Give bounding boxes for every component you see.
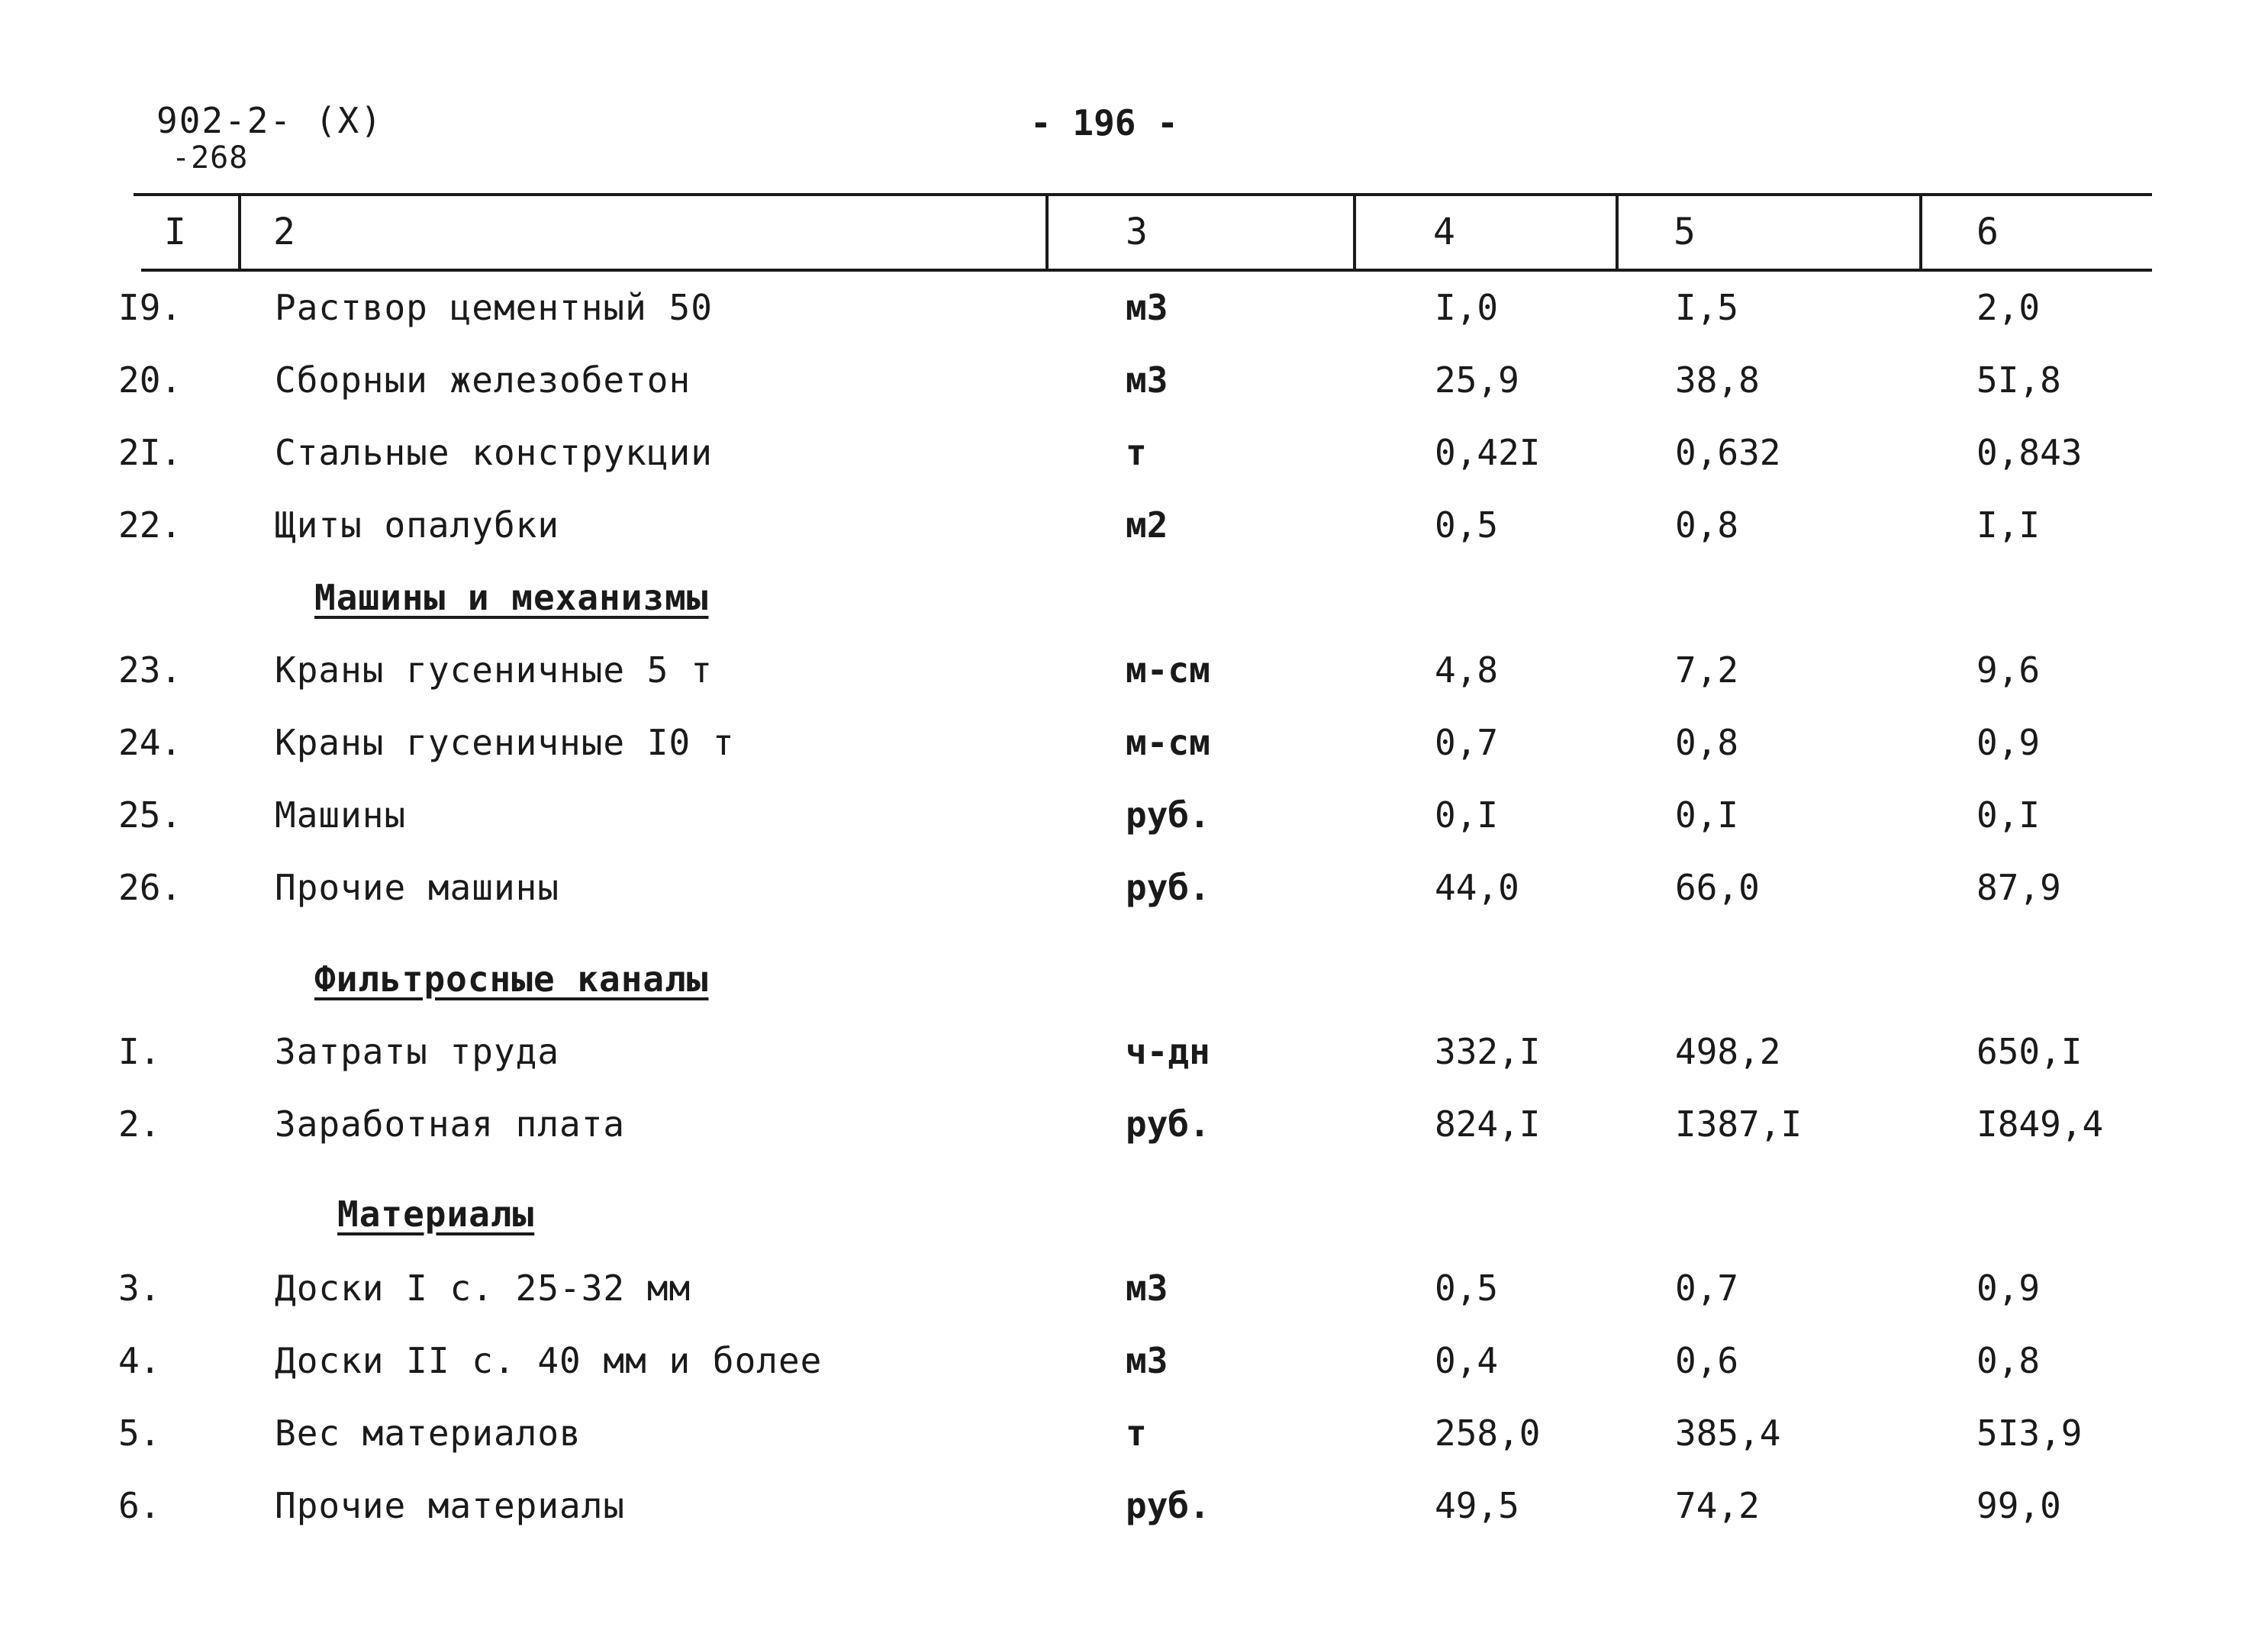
row-name: Краны гусеничные 5 т (275, 649, 713, 691)
section-heading-materials: Материалы (337, 1194, 535, 1235)
row-value-6: I,I (1976, 504, 2041, 546)
row-value-6: 0,8 (1976, 1340, 2041, 1381)
row-value-5: 385,4 (1675, 1413, 1781, 1454)
row-unit: м3 (1126, 1340, 1168, 1381)
row-value-4: 0,7 (1435, 722, 1499, 763)
row-value-4: 0,42I (1435, 432, 1541, 473)
row-value-5: I,5 (1675, 287, 1739, 328)
row-unit: ч-дн (1126, 1031, 1210, 1072)
row-value-6: I849,4 (1976, 1103, 2104, 1145)
row-name: Щиты опалубки (275, 504, 560, 546)
table-row (0, 1031, 2268, 1087)
row-value-4: 49,5 (1435, 1485, 1519, 1526)
row-name: Заработная плата (275, 1103, 626, 1145)
document-code: 902-2- (X) (156, 100, 383, 141)
column-divider (1353, 195, 1356, 270)
row-number: 6. (118, 1485, 161, 1526)
row-number: 4. (118, 1340, 161, 1381)
row-value-5: 0,6 (1675, 1340, 1739, 1381)
row-value-4: I,0 (1435, 287, 1499, 328)
row-value-4: 0,5 (1435, 1268, 1499, 1309)
row-number: 2I. (118, 432, 182, 473)
row-number: 2. (118, 1103, 161, 1145)
row-value-4: 0,5 (1435, 504, 1499, 546)
row-number: I9. (118, 287, 182, 328)
row-name: Краны гусеничные I0 т (275, 722, 735, 763)
row-value-6: 0,9 (1976, 1268, 2041, 1309)
row-value-6: 9,6 (1976, 649, 2041, 691)
column-header-5: 5 (1674, 211, 1696, 253)
row-value-6: 87,9 (1976, 867, 2061, 908)
row-unit: руб. (1126, 794, 1210, 836)
row-value-5: 38,8 (1675, 359, 1760, 401)
table-row (0, 1103, 2268, 1160)
row-value-4: 0,I (1435, 794, 1499, 836)
table-header-rule (141, 269, 2152, 272)
row-unit: м3 (1126, 1268, 1168, 1309)
row-name: Доски I с. 25-32 мм (275, 1268, 691, 1309)
table-row (0, 432, 2268, 488)
row-value-6: 0,843 (1976, 432, 2083, 473)
table-top-rule (134, 193, 2152, 196)
page-number: - 196 - (1030, 102, 1178, 143)
row-value-6: 0,9 (1976, 722, 2041, 763)
row-unit: м-см (1126, 722, 1210, 763)
table-row (0, 1268, 2268, 1324)
column-divider (238, 195, 241, 270)
row-number: 22. (118, 504, 182, 546)
row-unit: руб. (1126, 867, 1210, 908)
row-unit: т (1126, 432, 1147, 473)
row-name: Раствор цементный 50 (275, 287, 713, 328)
section-heading-machines: Машины и механизмы (314, 577, 709, 618)
row-unit: м2 (1126, 504, 1168, 546)
row-name: Прочие материалы (275, 1485, 626, 1526)
row-name: Стальные конструкции (275, 432, 713, 473)
row-value-5: 498,2 (1675, 1031, 1781, 1072)
row-value-4: 25,9 (1435, 359, 1519, 401)
row-name: Машины (275, 794, 407, 836)
table-row (0, 1340, 2268, 1396)
row-number: 5. (118, 1413, 161, 1454)
row-name: Сборныи железобетон (275, 359, 691, 401)
row-value-5: 0,7 (1675, 1268, 1739, 1309)
row-value-6: 0,I (1976, 794, 2041, 836)
row-name: Затраты труда (275, 1031, 560, 1072)
row-value-6: 5I,8 (1976, 359, 2061, 401)
row-unit: руб. (1126, 1103, 1210, 1145)
table-row (0, 867, 2268, 923)
row-value-6: 650,I (1976, 1031, 2083, 1072)
row-value-5: 0,8 (1675, 504, 1739, 546)
row-number: 25. (118, 794, 182, 836)
row-name: Прочие машины (275, 867, 560, 908)
row-number: I. (118, 1031, 161, 1072)
row-unit: м3 (1126, 359, 1168, 401)
row-value-4: 4,8 (1435, 649, 1499, 691)
row-value-4: 332,I (1435, 1031, 1541, 1072)
column-header-4: 4 (1433, 211, 1455, 253)
column-divider (1045, 195, 1049, 270)
row-value-4: 0,4 (1435, 1340, 1499, 1381)
document-code-suffix: -268 (172, 140, 249, 176)
table-row (0, 287, 2268, 343)
row-value-6: 2,0 (1976, 287, 2041, 328)
table-row (0, 1413, 2268, 1469)
row-value-5: 0,I (1675, 794, 1739, 836)
row-value-5: 0,632 (1675, 432, 1781, 473)
table-row (0, 649, 2268, 706)
row-unit: м-см (1126, 649, 1210, 691)
row-name: Доски II с. 40 мм и более (275, 1340, 823, 1381)
row-unit: м3 (1126, 287, 1168, 328)
row-value-5: 7,2 (1675, 649, 1739, 691)
table-row (0, 359, 2268, 416)
row-value-5: 74,2 (1675, 1485, 1760, 1526)
section-heading-filter-channels: Фильтросные каналы (314, 958, 709, 1000)
row-name: Вес материалов (275, 1413, 581, 1454)
column-divider (1616, 195, 1619, 270)
row-value-4: 824,I (1435, 1103, 1541, 1145)
column-header-6: 6 (1976, 211, 1999, 253)
column-header-2: 2 (273, 211, 295, 253)
row-value-5: 0,8 (1675, 722, 1739, 763)
row-value-4: 44,0 (1435, 867, 1519, 908)
table-row (0, 504, 2268, 561)
row-unit: руб. (1126, 1485, 1210, 1526)
column-header-1: I (164, 211, 186, 253)
row-value-6: 5I3,9 (1976, 1413, 2083, 1454)
row-number: 3. (118, 1268, 161, 1309)
row-number: 20. (118, 359, 182, 401)
row-value-6: 99,0 (1976, 1485, 2061, 1526)
row-value-4: 258,0 (1435, 1413, 1541, 1454)
table-row (0, 1485, 2268, 1541)
row-number: 26. (118, 867, 182, 908)
row-unit: т (1126, 1413, 1147, 1454)
row-number: 23. (118, 649, 182, 691)
row-value-5: I387,I (1675, 1103, 1802, 1145)
column-divider (1919, 195, 1922, 270)
row-number: 24. (118, 722, 182, 763)
row-value-5: 66,0 (1675, 867, 1760, 908)
table-row (0, 794, 2268, 851)
table-row (0, 722, 2268, 778)
column-header-3: 3 (1126, 211, 1148, 253)
